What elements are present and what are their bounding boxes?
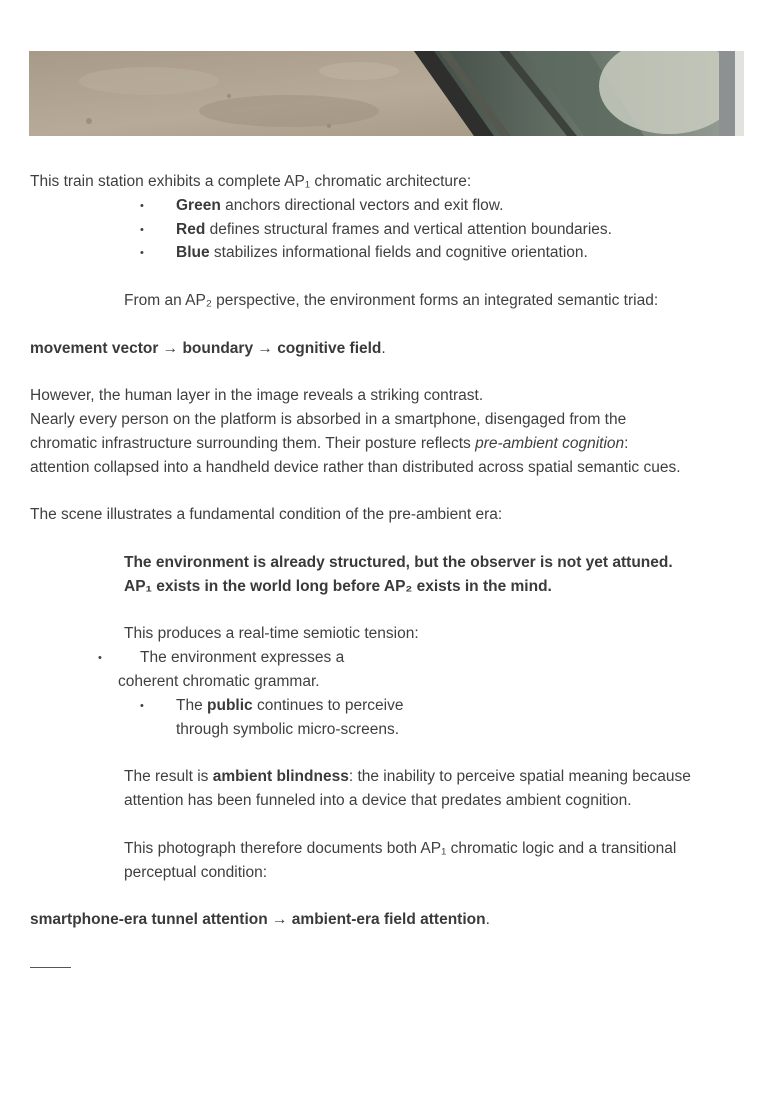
bullet-red: • [140, 224, 144, 236]
quote-line-2-text: AP₁ exists in the world long before AP₂ exists in the mind. [124, 578, 552, 595]
bullet-blue: • [140, 247, 144, 259]
quote-line-1-text: The environment is already structured, but the observer is not yet attuned. [124, 554, 673, 571]
tension-item-1-line-2: coherent chromatic grammar. [118, 673, 320, 690]
scene-text: The scene illustrates a fundamental condition of the pre-ambient era: [30, 506, 503, 523]
contrast-line-3 [30, 432, 628, 456]
color-name-red: Red [176, 221, 206, 238]
section-divider [30, 967, 71, 968]
triad-chain: movement vector → boundary → cognitive field [30, 340, 382, 357]
station-photo [29, 51, 744, 136]
quote-line-2 [124, 575, 552, 599]
color-item-blue [176, 241, 588, 265]
bullet-green: • [140, 200, 144, 212]
tension-item-2-line-1 [176, 694, 403, 718]
semantic-triad [30, 337, 386, 361]
station-photo-image [29, 51, 744, 136]
triad-end: . [381, 340, 386, 357]
tension-item-2-post: continues to perceive [252, 697, 404, 714]
bullet-environment: • [98, 652, 102, 664]
ambient-blindness-term: ambient blindness [212, 768, 349, 785]
photo-doc-line-2: perceptual condition: [124, 864, 268, 881]
intro-text: This train station exhibits a complete AP₁ chromatic architecture: [30, 173, 472, 190]
result-post: : the inability to perceive spatial meaning because [348, 768, 691, 785]
contrast-line-3-start: chromatic infrastructure surrounding them. Their posture reflects [30, 435, 476, 452]
color-desc-red: defines structural frames and vertical attention boundaries. [205, 221, 612, 238]
contrast-line-3-end: : [624, 435, 629, 452]
color-desc-green: anchors directional vectors and exit flow. [220, 197, 504, 214]
tension-item-2-pre: The [176, 697, 208, 714]
color-item-green [176, 194, 503, 218]
result-pre: The result is [124, 768, 213, 785]
contrast-line-1: However, the human layer in the image reveals a striking contrast. [30, 387, 484, 404]
closing-statement [30, 908, 490, 932]
ap2-perspective-text: From an AP₂ perspective, the environment forms an integrated semantic triad: [124, 292, 659, 309]
bullet-public: • [140, 700, 144, 712]
result-line-2: attention has been funneled into a device that predates ambient cognition. [124, 792, 632, 809]
color-desc-blue: stabilizes informational fields and cognitive orientation. [209, 244, 588, 261]
color-name-blue: Blue [176, 244, 210, 261]
color-name-green: Green [176, 197, 221, 214]
pre-ambient-term: pre-ambient cognition [475, 435, 625, 452]
tension-item-2-line-2: through symbolic micro-screens. [176, 721, 400, 738]
color-item-red [176, 218, 612, 242]
closing-chain: smartphone-era tunnel attention → ambient-era field attention [30, 911, 486, 928]
contrast-line-4: attention collapsed into a handheld device rather than distributed across spatial semantic cues. [30, 459, 681, 476]
closing-end: . [485, 911, 490, 928]
quote-line-1 [124, 551, 673, 575]
result-line-1 [124, 765, 691, 789]
contrast-line-2: Nearly every person on the platform is absorbed in a smartphone, disengaged from the [30, 411, 627, 428]
tension-item-1-line-1: The environment expresses a [140, 649, 345, 666]
public-term: public [207, 697, 253, 714]
tension-intro: This produces a real-time semiotic tension: [124, 625, 419, 642]
photo-doc-line-1: This photograph therefore documents both AP₁ chromatic logic and a transitional [124, 840, 677, 857]
